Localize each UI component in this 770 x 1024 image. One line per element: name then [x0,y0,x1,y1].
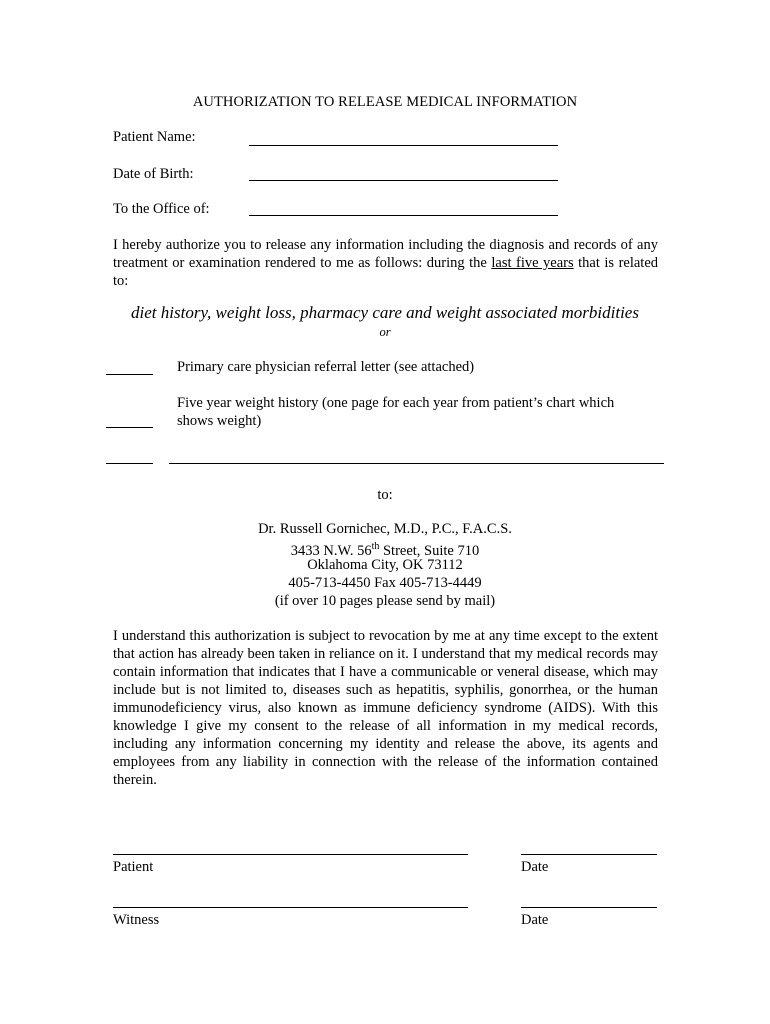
witness-date-label: Date [521,912,549,928]
patient-signature-label: Patient [113,859,154,875]
authorization-text-before: I hereby authorize you to release any information including the diagnosis and records of any treatment or examination rendered to me as follows: during the [113,237,658,271]
weight-history-blank[interactable] [106,427,153,428]
authorization-text-after: that is related to: [113,255,659,289]
recipient-city: Oklahoma City, OK 73112 [307,557,463,573]
patient-date-label: Date [521,859,549,875]
consent-paragraph: I understand this authorization is subject to revocation by me at any time except to the extent that action has already been taken in reliance on it. I understand that my medical records may contain information that indicates that I have a communicable or veneral disease, which may include but is not limited to, diseases such as hepatitis, syphilis, gonorrhea, or the human immunodeficiency virus, also known as immune deficiency syndrome (AIDS). With this knowledge I give my consent to the release of all information in my medical records, including any information concerning my identity and release the above, its agents and employees from any liability in connection with the release of the information contained therein. [113,628,658,788]
street-suffix: Street, Suite 710 [379,542,480,559]
patient-date-line[interactable] [521,854,657,855]
street-sup: th [371,541,380,552]
authorization-underlined: last five years [491,255,574,271]
recipient-name: Dr. Russell Gornichec, M.D., P.C., F.A.C.S. [258,521,512,537]
referral-letter-option: Primary care physician referral letter (see attached) [177,359,475,375]
focus-text: diet history, weight loss, pharmacy care and weight associated morbidities [131,303,639,322]
office-field[interactable] [249,215,558,216]
authorization-paragraph [113,236,658,290]
witness-signature-line[interactable] [113,907,468,908]
or-text: or [379,325,391,339]
other-option-line[interactable] [169,463,664,464]
patient-name-field[interactable] [249,145,558,146]
street-prefix: 3433 N.W. 56 [290,542,372,559]
patient-name-label: Patient Name: [113,129,196,145]
weight-history-option: Five year weight history (one page for each year from patient’s chart which shows weight) [177,395,615,429]
recipient-note: (if over 10 pages please send by mail) [274,593,496,609]
office-label: To the Office of: [113,201,210,217]
form-title: AUTHORIZATION TO RELEASE MEDICAL INFORMATION [192,94,578,110]
witness-date-line[interactable] [521,907,657,908]
recipient-phone-fax: 405-713-4450 Fax 405-713-4449 [288,575,482,591]
witness-signature-label: Witness [113,912,160,928]
dob-field[interactable] [249,180,558,181]
other-option-blank[interactable] [106,463,153,464]
dob-label: Date of Birth: [113,166,194,182]
to-text: to: [377,487,393,503]
referral-letter-blank[interactable] [106,374,153,375]
patient-signature-line[interactable] [113,854,468,855]
